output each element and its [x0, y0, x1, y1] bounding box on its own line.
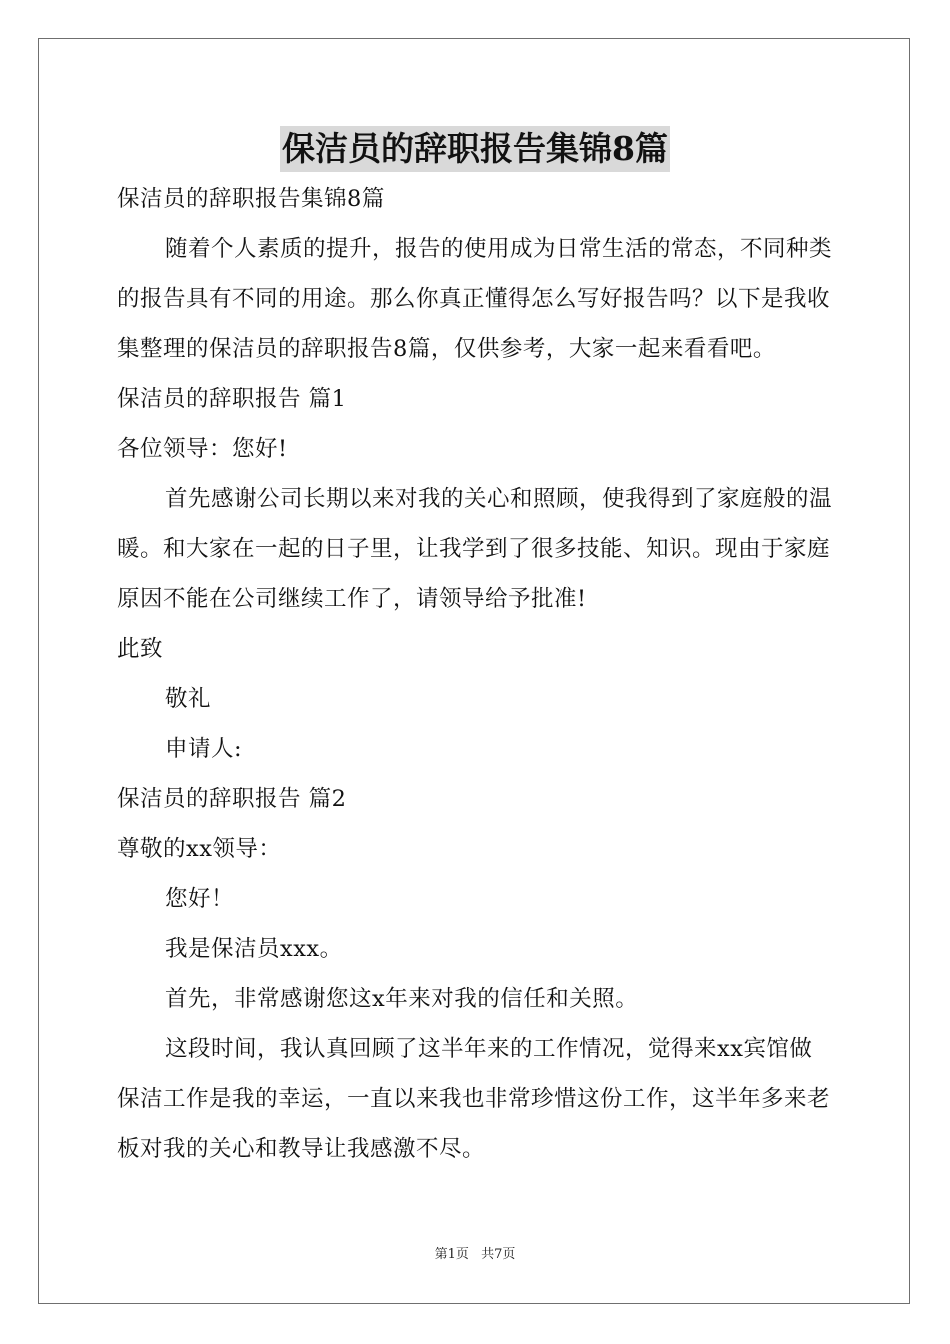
- page-footer: [0, 1246, 950, 1264]
- intro-paragraph: 随着个人素质的提升，报告的使用成为日常生活的常态，不同种类的报告具有不同的用途。那么你真正懂得怎么写好报告吗？以下是我收集整理的保洁员的辞职报告8篇，仅供参考，大家一起来看看吧。: [117, 236, 833, 362]
- thanks-line: 首先，非常感谢您这x年来对我的信任和关照。: [165, 986, 639, 1012]
- document-body: [117, 174, 835, 1174]
- title-area: [0, 126, 950, 172]
- greeting-line: 您好！: [165, 886, 235, 912]
- section-heading-2: 保洁员的辞职报告 篇2: [117, 786, 347, 812]
- page-number: 第1页: [434, 1247, 469, 1262]
- page-total: 共7页: [481, 1247, 516, 1262]
- section-heading-1: 保洁员的辞职报告 篇1: [117, 386, 347, 412]
- subtitle-line: 保洁员的辞职报告集锦8篇: [117, 186, 385, 212]
- salutation-1: 各位领导：您好!: [117, 436, 288, 462]
- body-paragraph-1: 首先感谢公司长期以来对我的关心和照顾，使我得到了家庭般的温暖。和大家在一起的日子里，让我学到了很多技能、知识。现由于家庭原因不能在公司继续工作了，请领导给予批准!: [117, 486, 833, 612]
- self-intro-line: 我是保洁员xxx。: [165, 936, 343, 962]
- salutation-2: 尊敬的xx领导：: [117, 836, 282, 862]
- body-paragraph-2: 这段时间，我认真回顾了这半年来的工作情况，觉得来xx宾馆做保洁工作是我的幸运，一直以来我也非常珍惜这份工作，这半年多来老板对我的关心和教导让我感激不尽。: [117, 1036, 831, 1162]
- document-title: 保洁员的辞职报告集锦8篇: [280, 126, 670, 172]
- closing-line: 此致: [117, 636, 164, 662]
- regards-line: 敬礼: [165, 686, 212, 712]
- applicant-line: 申请人:: [165, 736, 243, 762]
